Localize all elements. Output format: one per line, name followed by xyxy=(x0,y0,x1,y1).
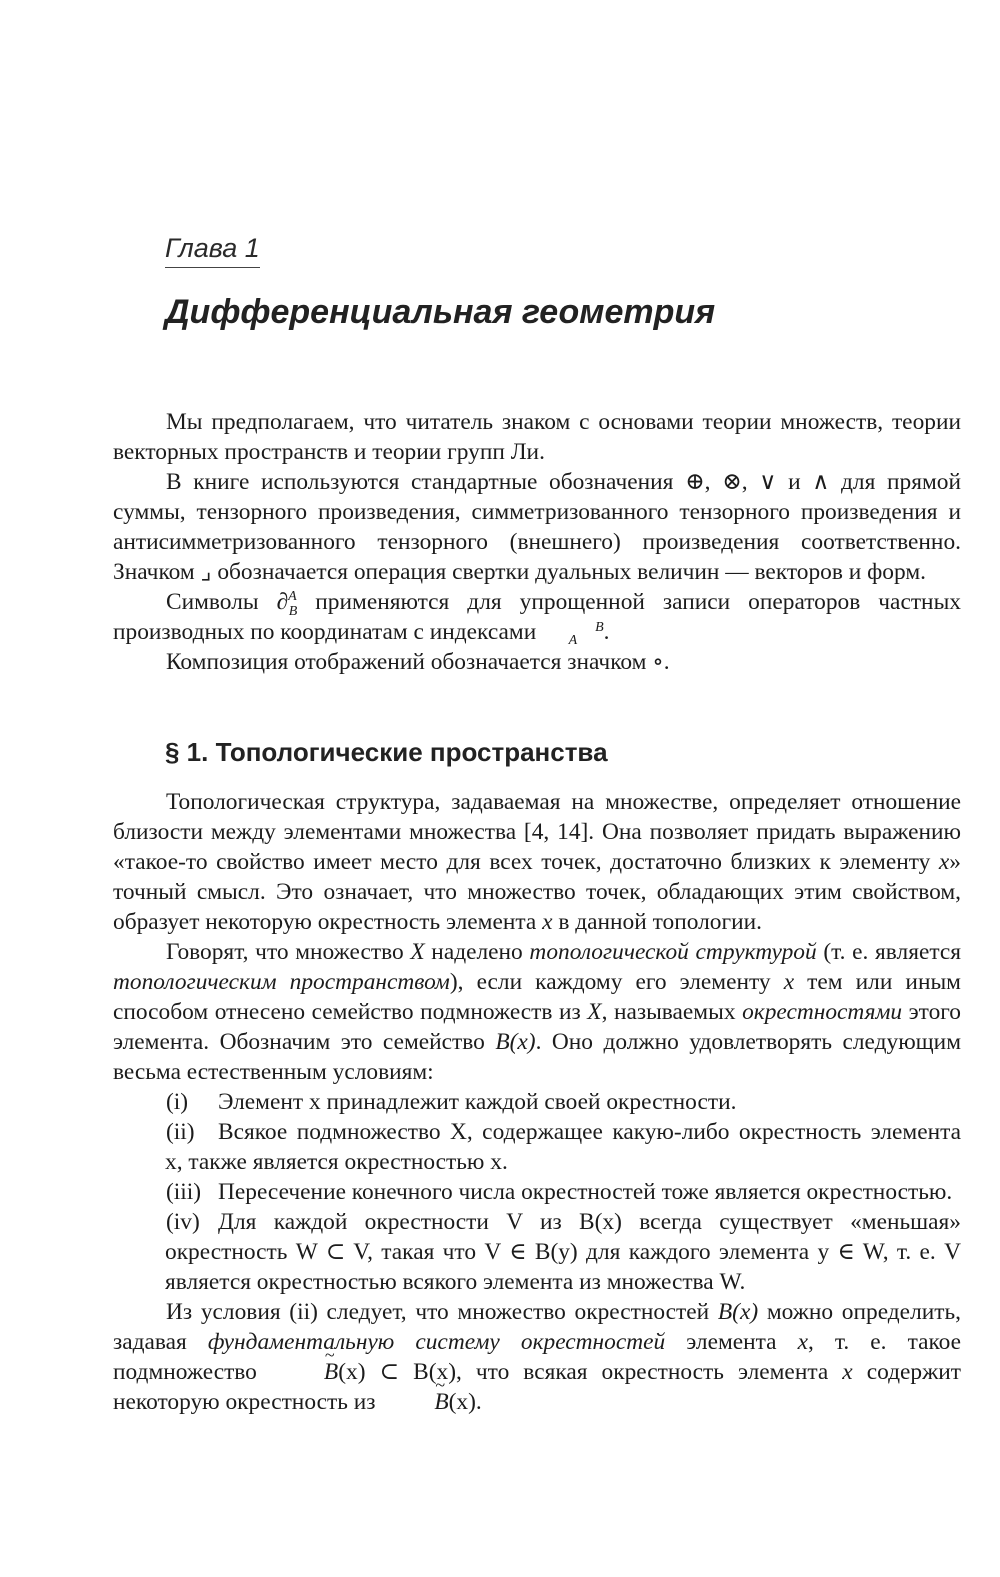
intro-p3-sub: B xyxy=(288,603,298,619)
condition-marker: (iv) xyxy=(166,1209,200,1235)
intro-p3-sup: A xyxy=(288,589,297,605)
s2-text-f: , называемых xyxy=(601,999,743,1025)
condition-marker: (i) xyxy=(166,1089,189,1115)
intro-p3-text-a: Символы ∂ xyxy=(166,589,289,615)
s1-text-a: Топологическая структура, задаваемая на множестве, определяет отношение близости между элементами множества [4, 14]. Она позволяет придать выражению «такое-то свойство имеет место для всех точек, достаточно близких к элементу xyxy=(113,789,961,875)
condition-item xyxy=(113,1177,961,1207)
s1-text-c: в данной топологии. xyxy=(552,909,762,935)
var-Bx: B(x) xyxy=(495,1029,536,1055)
s2-text-b: наделено xyxy=(424,939,530,965)
s3-text-b: можно определить, задавая xyxy=(113,1299,961,1355)
intro-paragraph-4: Композиция отображений обозначается значком ∘. xyxy=(166,649,670,675)
s3-text-c: элемента xyxy=(665,1329,798,1355)
term-topological-space: топологическим пространством xyxy=(113,969,450,995)
section-title: § 1. Топологические пространства xyxy=(165,737,608,767)
condition-item xyxy=(113,1087,961,1117)
term-topological-structure: топологической структурой xyxy=(529,939,817,965)
section-paragraph-2 xyxy=(113,937,961,1087)
var-x: x xyxy=(797,1329,808,1355)
s2-text-c: (т. е. является xyxy=(816,939,961,965)
s3-text-a: Из условия (ii) следует, что множество окрестностей xyxy=(166,1299,718,1325)
s2-text-e: тем или иным способом отнесено семейство подмножеств из xyxy=(113,969,961,1025)
s3-text-e: (x) ⊂ B(x), что всякая окрестность элемента xyxy=(338,1359,843,1385)
s2-text-d: ), если каждому его элементу xyxy=(449,969,784,995)
s3-text-d: , т. е. такое подмножество xyxy=(113,1329,961,1385)
condition-text: Для каждой окрестности V из B(x) всегда существует «меньшая» окрестность W ⊂ V, такая что V ∈ B(y) для каждого элемента y ∈ W, т. е. V является окрестностью всякого элемента из множества W. xyxy=(165,1209,961,1295)
var-x: x xyxy=(783,969,795,995)
s2-text-h: . Оно должно удовлетворять следующим весьма естественным условиям: xyxy=(113,1029,961,1085)
chapter-label: Глава 1 xyxy=(165,232,260,268)
intro-p3-text-b: применяются для упрощенной записи операторов частных производных по координатам с индексами xyxy=(113,589,961,645)
section-paragraph-1 xyxy=(113,787,961,937)
var-X: X xyxy=(587,999,602,1025)
var-Bx: B(x) xyxy=(717,1299,759,1325)
var-x: x xyxy=(938,849,950,875)
intro-paragraph-2: В книге используются стандартные обозначения ⊕, ⊗, ∨ и ∧ для прямой суммы, тензорного произведения, симметризованного тензорного произведения и антисимметризованного тензорного (внешнего) произведения соответственно. Значком ⌟ обозначается операция свертки дуальных величин — векторов и форм. xyxy=(113,469,961,585)
s3-text-f: содержит некоторую окрестность из xyxy=(113,1359,961,1415)
var-B-tilde: ~ B xyxy=(271,1357,338,1387)
var-B-tilde: ~ B xyxy=(381,1387,448,1417)
s1-text-b: » точный смысл. Это означает, что множество точек, обладающих этим свойством, образует некоторую окрестность элемента xyxy=(113,849,961,935)
index-top: B xyxy=(595,619,604,635)
s3-text-g: (x). xyxy=(448,1389,482,1415)
condition-item xyxy=(113,1117,961,1177)
term-fundamental-system: фундаментальную систему окрестностей xyxy=(207,1329,666,1355)
index-bottom: A xyxy=(568,632,578,648)
condition-marker: (ii) xyxy=(166,1119,195,1145)
intro-paragraph-3 xyxy=(113,587,961,647)
chapter-title: Дифференциальная геометрия xyxy=(165,293,716,331)
condition-text: Пересечение конечного числа окрестностей тоже является окрестностью. xyxy=(218,1179,953,1205)
intro-p3-text-c: . xyxy=(603,619,610,645)
index-stack xyxy=(542,621,604,647)
intro-paragraph-1: Мы предполагаем, что читатель знаком с основами теории множеств, теории векторных пространств и теории групп Ли. xyxy=(113,409,961,465)
condition-marker: (iii) xyxy=(166,1179,202,1205)
condition-text: Всякое подмножество X, содержащее какую-либо окрестность элемента x, также является окрестностью x. xyxy=(165,1119,961,1175)
var-x: x xyxy=(542,909,553,935)
condition-item xyxy=(113,1207,961,1297)
s2-text-g: этого элемента. Обозначим это семейство xyxy=(113,999,961,1055)
s2-text-a: Говорят, что множество xyxy=(166,939,411,965)
intro-text xyxy=(113,407,961,677)
var-x: x xyxy=(842,1359,853,1385)
section-paragraph-3 xyxy=(113,1297,961,1417)
section-text xyxy=(113,787,961,1417)
term-neighborhoods: окрестностями xyxy=(742,999,903,1025)
condition-text: Элемент x принадлежит каждой своей окрестности. xyxy=(218,1089,737,1115)
var-X: X xyxy=(410,939,425,965)
